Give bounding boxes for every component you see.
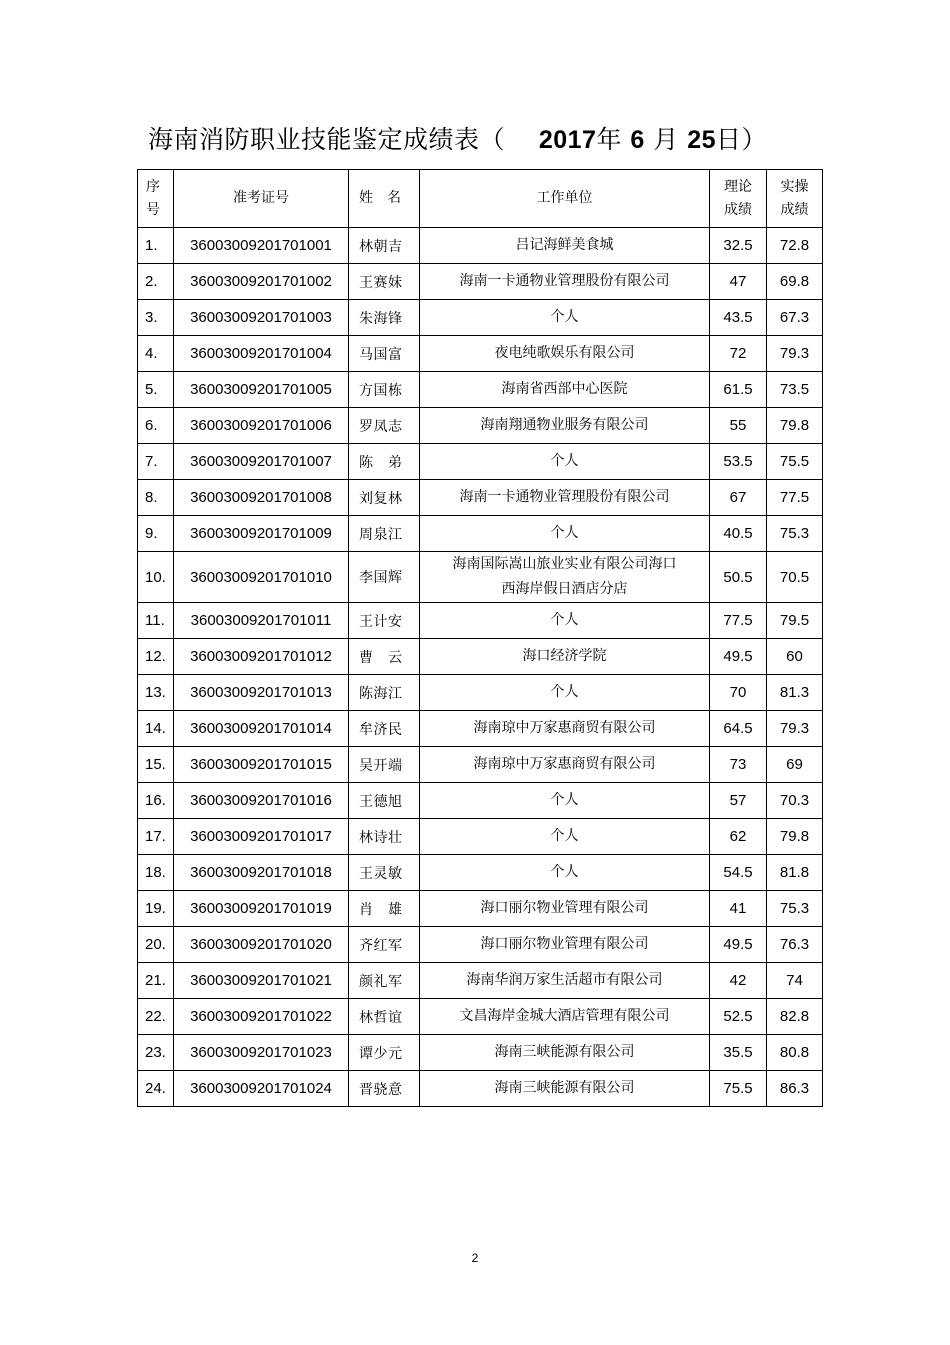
cell-name: 马国富 xyxy=(349,336,420,372)
cell-practice-score: 86.3 xyxy=(767,1071,823,1107)
cell-theory-score: 72 xyxy=(710,336,767,372)
header-theory: 理论 成绩 xyxy=(710,170,767,228)
cell-seq: 5. xyxy=(138,372,174,408)
cell-theory-score: 41 xyxy=(710,891,767,927)
cell-seq: 21. xyxy=(138,963,174,999)
cell-unit: 个人 xyxy=(420,783,710,819)
cell-exam-id: 36003009201701015 xyxy=(174,747,349,783)
cell-seq: 22. xyxy=(138,999,174,1035)
table-row xyxy=(138,300,823,336)
title-main: 海南消防职业技能鉴定成绩表（ xyxy=(148,125,506,154)
table-row xyxy=(138,639,823,675)
cell-unit: 个人 xyxy=(420,675,710,711)
cell-seq: 15. xyxy=(138,747,174,783)
cell-seq: 4. xyxy=(138,336,174,372)
cell-practice-score: 70.3 xyxy=(767,783,823,819)
cell-practice-score: 79.5 xyxy=(767,603,823,639)
cell-exam-id: 36003009201701022 xyxy=(174,999,349,1035)
cell-seq: 2. xyxy=(138,264,174,300)
cell-name: 王赛妹 xyxy=(349,264,420,300)
table-row xyxy=(138,675,823,711)
cell-name: 曹 云 xyxy=(349,639,420,675)
cell-theory-score: 67 xyxy=(710,480,767,516)
cell-practice-score: 74 xyxy=(767,963,823,999)
cell-exam-id: 36003009201701013 xyxy=(174,675,349,711)
cell-name: 李国辉 xyxy=(349,552,420,603)
cell-exam-id: 36003009201701009 xyxy=(174,516,349,552)
cell-name: 牟济民 xyxy=(349,711,420,747)
cell-practice-score: 81.3 xyxy=(767,675,823,711)
table-row xyxy=(138,264,823,300)
cell-exam-id: 36003009201701024 xyxy=(174,1071,349,1107)
cell-theory-score: 70 xyxy=(710,675,767,711)
cell-exam-id: 36003009201701021 xyxy=(174,963,349,999)
cell-theory-score: 40.5 xyxy=(710,516,767,552)
title-day: 25 xyxy=(687,126,717,154)
cell-name: 晋骁意 xyxy=(349,1071,420,1107)
table-row xyxy=(138,999,823,1035)
table-row xyxy=(138,963,823,999)
cell-exam-id: 36003009201701017 xyxy=(174,819,349,855)
cell-name: 罗凤志 xyxy=(349,408,420,444)
cell-practice-score: 79.8 xyxy=(767,819,823,855)
cell-name: 方国栋 xyxy=(349,372,420,408)
cell-name: 朱海锋 xyxy=(349,300,420,336)
cell-theory-score: 50.5 xyxy=(710,552,767,603)
cell-unit: 海南一卡通物业管理股份有限公司 xyxy=(420,480,710,516)
cell-theory-score: 52.5 xyxy=(710,999,767,1035)
header-id: 准考证号 xyxy=(174,170,349,228)
cell-theory-score: 75.5 xyxy=(710,1071,767,1107)
cell-unit: 海南翔通物业服务有限公司 xyxy=(420,408,710,444)
cell-theory-score: 77.5 xyxy=(710,603,767,639)
cell-unit: 吕记海鲜美食城 xyxy=(420,228,710,264)
title-year-unit: 年 xyxy=(596,125,622,154)
header-practice: 实操 成绩 xyxy=(767,170,823,228)
cell-practice-score: 79.8 xyxy=(767,408,823,444)
table-row xyxy=(138,516,823,552)
table-row xyxy=(138,1071,823,1107)
cell-seq: 24. xyxy=(138,1071,174,1107)
cell-practice-score: 79.3 xyxy=(767,711,823,747)
cell-theory-score: 47 xyxy=(710,264,767,300)
cell-practice-score: 69 xyxy=(767,747,823,783)
cell-exam-id: 36003009201701023 xyxy=(174,1035,349,1071)
cell-seq: 12. xyxy=(138,639,174,675)
table-header-row xyxy=(138,170,823,228)
header-unit: 工作单位 xyxy=(420,170,710,228)
cell-practice-score: 81.8 xyxy=(767,855,823,891)
cell-exam-id: 36003009201701008 xyxy=(174,480,349,516)
cell-unit: 个人 xyxy=(420,855,710,891)
cell-seq: 11. xyxy=(138,603,174,639)
table-row xyxy=(138,408,823,444)
title-month: 6 xyxy=(630,126,645,154)
title-month-unit: 月 xyxy=(653,125,679,154)
cell-seq: 17. xyxy=(138,819,174,855)
cell-exam-id: 36003009201701004 xyxy=(174,336,349,372)
table-row xyxy=(138,336,823,372)
cell-unit-line: 海南国际嵩山旅业实业有限公司海口 xyxy=(452,556,677,572)
cell-seq: 20. xyxy=(138,927,174,963)
cell-seq: 13. xyxy=(138,675,174,711)
cell-exam-id: 36003009201701011 xyxy=(174,603,349,639)
cell-theory-score: 53.5 xyxy=(710,444,767,480)
cell-practice-score: 82.8 xyxy=(767,999,823,1035)
cell-theory-score: 32.5 xyxy=(710,228,767,264)
cell-name: 刘复林 xyxy=(349,480,420,516)
cell-seq: 9. xyxy=(138,516,174,552)
table-row xyxy=(138,783,823,819)
cell-seq: 3. xyxy=(138,300,174,336)
cell-unit: 海南省西部中心医院 xyxy=(420,372,710,408)
cell-unit: 海南三峡能源有限公司 xyxy=(420,1071,710,1107)
cell-unit: 个人 xyxy=(420,819,710,855)
table-row xyxy=(138,891,823,927)
table-row xyxy=(138,552,823,603)
cell-theory-score: 42 xyxy=(710,963,767,999)
cell-exam-id: 36003009201701006 xyxy=(174,408,349,444)
cell-unit: 个人 xyxy=(420,444,710,480)
table-row xyxy=(138,444,823,480)
cell-theory-score: 64.5 xyxy=(710,711,767,747)
cell-practice-score: 79.3 xyxy=(767,336,823,372)
cell-practice-score: 70.5 xyxy=(767,552,823,603)
cell-seq: 1. xyxy=(138,228,174,264)
cell-exam-id: 36003009201701007 xyxy=(174,444,349,480)
table-body xyxy=(138,228,823,1107)
cell-seq: 23. xyxy=(138,1035,174,1071)
cell-name: 王德旭 xyxy=(349,783,420,819)
cell-exam-id: 36003009201701016 xyxy=(174,783,349,819)
cell-exam-id: 36003009201701012 xyxy=(174,639,349,675)
cell-name: 王灵敏 xyxy=(349,855,420,891)
cell-theory-score: 62 xyxy=(710,819,767,855)
cell-practice-score: 80.8 xyxy=(767,1035,823,1071)
cell-exam-id: 36003009201701003 xyxy=(174,300,349,336)
cell-seq: 6. xyxy=(138,408,174,444)
cell-exam-id: 36003009201701005 xyxy=(174,372,349,408)
cell-practice-score: 76.3 xyxy=(767,927,823,963)
cell-theory-score: 54.5 xyxy=(710,855,767,891)
cell-unit: 海南三峡能源有限公司 xyxy=(420,1035,710,1071)
cell-theory-score: 61.5 xyxy=(710,372,767,408)
cell-name: 肖 雄 xyxy=(349,891,420,927)
cell-unit: 个人 xyxy=(420,603,710,639)
cell-unit: 海南琼中万家惠商贸有限公司 xyxy=(420,747,710,783)
cell-name: 齐红军 xyxy=(349,927,420,963)
cell-practice-score: 67.3 xyxy=(767,300,823,336)
cell-unit: 海南华润万家生活超市有限公司 xyxy=(420,963,710,999)
header-name: 姓 名 xyxy=(349,170,420,228)
cell-exam-id: 36003009201701001 xyxy=(174,228,349,264)
cell-seq: 16. xyxy=(138,783,174,819)
cell-theory-score: 35.5 xyxy=(710,1035,767,1071)
table-row xyxy=(138,711,823,747)
cell-unit: 文昌海岸金城大酒店管理有限公司 xyxy=(420,999,710,1035)
cell-practice-score: 72.8 xyxy=(767,228,823,264)
cell-unit: 海南琼中万家惠商贸有限公司 xyxy=(420,711,710,747)
table-row xyxy=(138,855,823,891)
table-row xyxy=(138,480,823,516)
cell-seq: 19. xyxy=(138,891,174,927)
cell-exam-id: 36003009201701010 xyxy=(174,552,349,603)
cell-practice-score: 69.8 xyxy=(767,264,823,300)
table-row xyxy=(138,372,823,408)
cell-unit: 个人 xyxy=(420,300,710,336)
cell-unit: 海口丽尔物业管理有限公司 xyxy=(420,891,710,927)
title-day-unit: 日） xyxy=(716,125,768,154)
cell-unit: 海口丽尔物业管理有限公司 xyxy=(420,927,710,963)
page-number: 2 xyxy=(471,1251,479,1265)
cell-name: 林哲谊 xyxy=(349,999,420,1035)
cell-seq: 10. xyxy=(138,552,174,603)
table-row xyxy=(138,228,823,264)
cell-theory-score: 57 xyxy=(710,783,767,819)
cell-name: 王计安 xyxy=(349,603,420,639)
table-row xyxy=(138,747,823,783)
cell-name: 林诗壮 xyxy=(349,819,420,855)
cell-practice-score: 75.3 xyxy=(767,891,823,927)
cell-name: 周泉江 xyxy=(349,516,420,552)
cell-seq: 18. xyxy=(138,855,174,891)
table-row xyxy=(138,1035,823,1071)
cell-unit xyxy=(420,552,710,603)
cell-theory-score: 49.5 xyxy=(710,639,767,675)
cell-unit: 海南一卡通物业管理股份有限公司 xyxy=(420,264,710,300)
cell-unit-line: 西海岸假日酒店分店 xyxy=(501,581,628,597)
table-row xyxy=(138,819,823,855)
cell-name: 陈 弟 xyxy=(349,444,420,480)
cell-practice-score: 60 xyxy=(767,639,823,675)
cell-exam-id: 36003009201701020 xyxy=(174,927,349,963)
cell-name: 林朝吉 xyxy=(349,228,420,264)
cell-exam-id: 36003009201701018 xyxy=(174,855,349,891)
page-title xyxy=(148,118,848,162)
cell-theory-score: 49.5 xyxy=(710,927,767,963)
header-seq: 序 号 xyxy=(138,170,174,228)
cell-theory-score: 43.5 xyxy=(710,300,767,336)
cell-unit: 夜电纯歌娱乐有限公司 xyxy=(420,336,710,372)
title-year: 2017 xyxy=(538,126,597,154)
cell-seq: 7. xyxy=(138,444,174,480)
table-row xyxy=(138,603,823,639)
cell-practice-score: 75.3 xyxy=(767,516,823,552)
cell-name: 吴开端 xyxy=(349,747,420,783)
cell-name: 颜礼军 xyxy=(349,963,420,999)
cell-name: 谭少元 xyxy=(349,1035,420,1071)
cell-seq: 8. xyxy=(138,480,174,516)
cell-exam-id: 36003009201701019 xyxy=(174,891,349,927)
table-row xyxy=(138,927,823,963)
cell-unit: 个人 xyxy=(420,516,710,552)
cell-seq: 14. xyxy=(138,711,174,747)
cell-practice-score: 73.5 xyxy=(767,372,823,408)
cell-exam-id: 36003009201701002 xyxy=(174,264,349,300)
cell-practice-score: 75.5 xyxy=(767,444,823,480)
cell-name: 陈海江 xyxy=(349,675,420,711)
cell-theory-score: 73 xyxy=(710,747,767,783)
cell-exam-id: 36003009201701014 xyxy=(174,711,349,747)
cell-unit: 海口经济学院 xyxy=(420,639,710,675)
score-table xyxy=(137,169,823,1107)
cell-theory-score: 55 xyxy=(710,408,767,444)
cell-practice-score: 77.5 xyxy=(767,480,823,516)
